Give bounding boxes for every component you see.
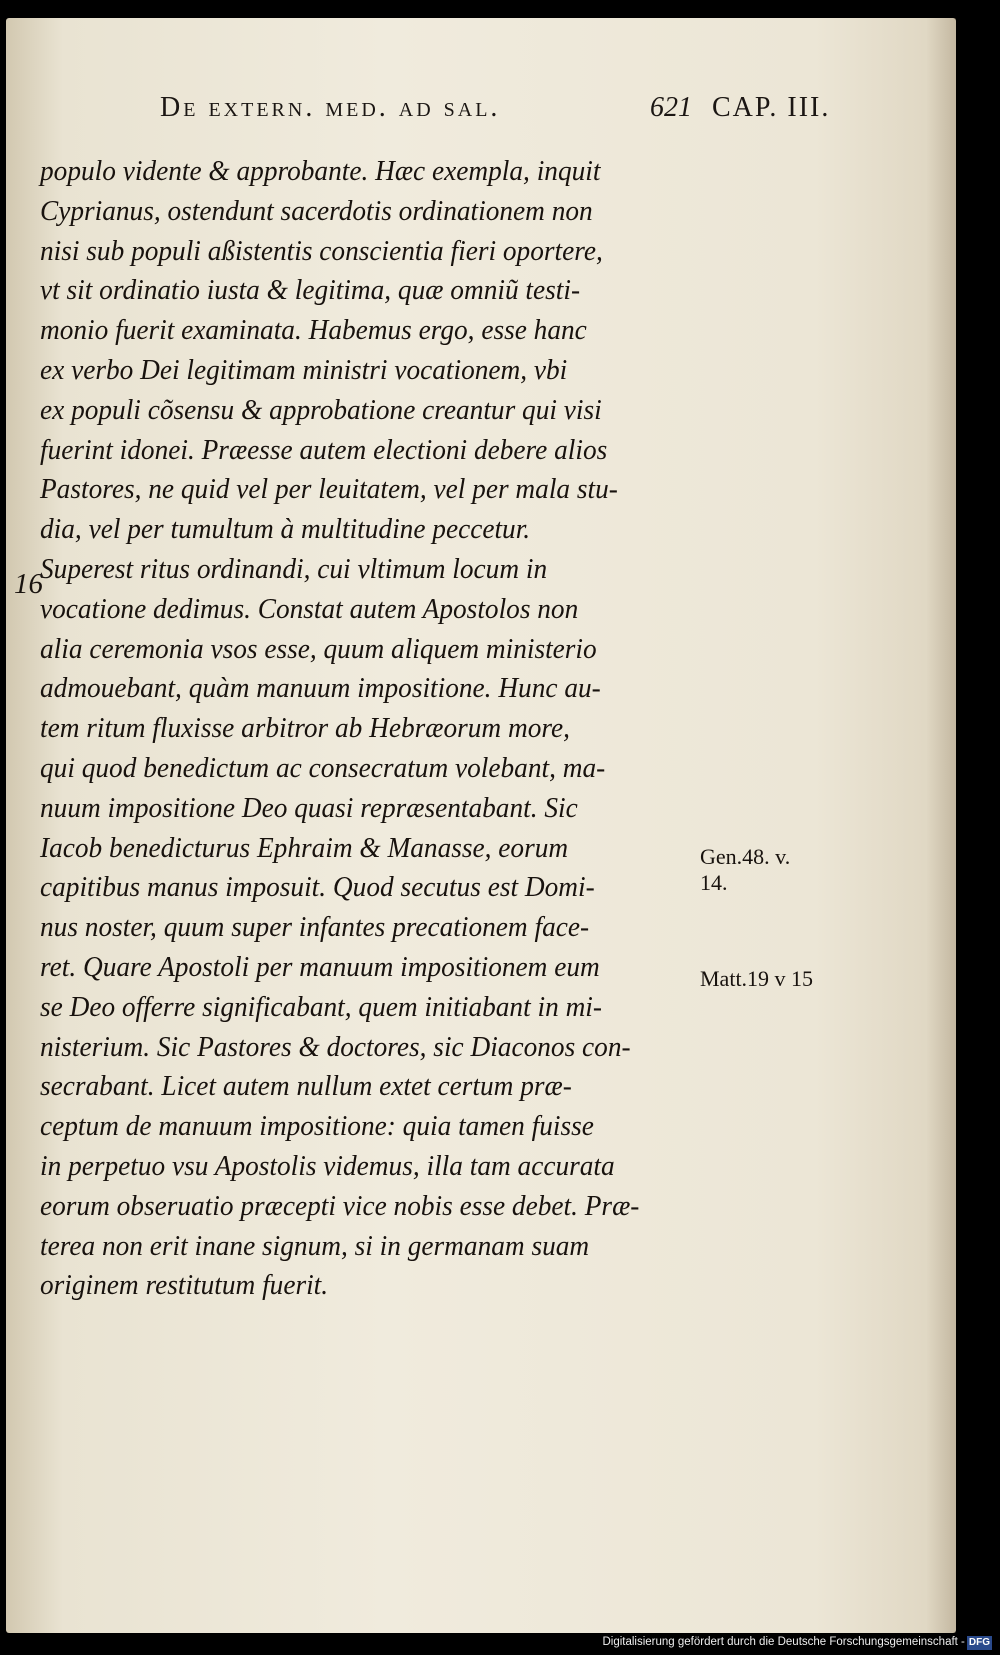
text-line: nisterium. Sic Pastores & doctores, sic Diaconos con- <box>40 1030 631 1063</box>
credit-text: Digitalisierung gefördert durch die Deutsche Forschungsgemeinschaft - <box>602 1636 965 1648</box>
margin-note-line: Gen.48. v. <box>700 844 791 869</box>
text-line: admouebant, quàm manuum impositione. Hunc au- <box>40 672 601 705</box>
text-line: ex verbo Dei legitimam ministri vocationem, vbi <box>40 353 568 386</box>
text-line: monio fuerit examinata. Habemus ergo, esse hanc <box>40 314 587 347</box>
text-line: qui quod benedictum ac consecratum volebant, ma- <box>40 751 606 784</box>
text-line: Pastores, ne quid vel per leuitatem, vel per mala stu- <box>40 473 618 506</box>
section-number: 16 <box>14 568 43 600</box>
text-line: ceptum de manuum impositione: quia tamen fuisse <box>40 1110 594 1143</box>
text-line: Cyprianus, ostendunt sacerdotis ordinationem non <box>40 194 593 227</box>
text-line: dia, vel per tumultum à multitudine peccetur. <box>40 513 531 546</box>
text-line: originem restitutum fuerit. <box>40 1269 329 1302</box>
text-line: vocatione dedimus. Constat autem Apostolos non <box>40 592 579 625</box>
chapter-heading: CAP. III. <box>712 92 831 123</box>
text-line: in perpetuo vsu Apostolis videmus, illa tam accurata <box>40 1149 615 1182</box>
running-title: De extern. med. ad sal. <box>160 92 501 123</box>
text-line: capitibus manus imposuit. Quod secutus est Domi- <box>40 871 595 904</box>
text-line: populo vidente & approbante. Hæc exempla, inquit <box>40 155 601 187</box>
text-line: eorum obseruatio præcepti vice nobis esse debet. Præ- <box>40 1189 640 1222</box>
text-line: fuerint idonei. Præesse autem electioni debere alios <box>40 433 608 466</box>
text-line: nuum impositione Deo quasi repræsentabant. Sic <box>40 791 578 824</box>
dfg-logo: DFG <box>968 1637 990 1648</box>
page-number: 621 <box>650 92 692 123</box>
text-line: Superest ritus ordinandi, cui vltimum locum in <box>40 552 548 585</box>
text-line: nus noster, quum super infantes precationem face- <box>40 911 590 944</box>
text-line: Iacob benedicturus Ephraim & Manasse, eorum <box>40 831 569 864</box>
text-line: tem ritum fluxisse arbitror ab Hebræorum more, <box>40 712 570 745</box>
digitization-credit <box>602 1635 992 1649</box>
page-header <box>160 92 840 142</box>
text-line: se Deo offerre significabant, quem initiabant in mi- <box>40 990 603 1023</box>
body-text <box>40 152 730 1306</box>
margin-note-genesis <box>700 844 790 896</box>
text-line: terea non erit inane signum, si in germanam suam <box>40 1229 590 1262</box>
text-line: nisi sub populi aßistentis conscientia fieri oportere, <box>40 234 603 267</box>
text-line: vt sit ordinatio iusta & legitima, quæ omniũ testi- <box>40 274 581 307</box>
text-line: ret. Quare Apostoli per manuum impositionem eum <box>40 950 600 983</box>
margin-note-line: Matt.19 v 15 <box>700 966 814 991</box>
text-line: alia ceremonia vsos esse, quum aliquem ministerio <box>40 632 597 665</box>
margin-note-matthew <box>700 966 813 992</box>
text-line: secrabant. Licet autem nullum extet certum præ- <box>40 1070 572 1103</box>
margin-note-line: 14. <box>700 870 728 895</box>
text-line: ex populi cõsensu & approbatione creantur qui visi <box>40 393 602 426</box>
